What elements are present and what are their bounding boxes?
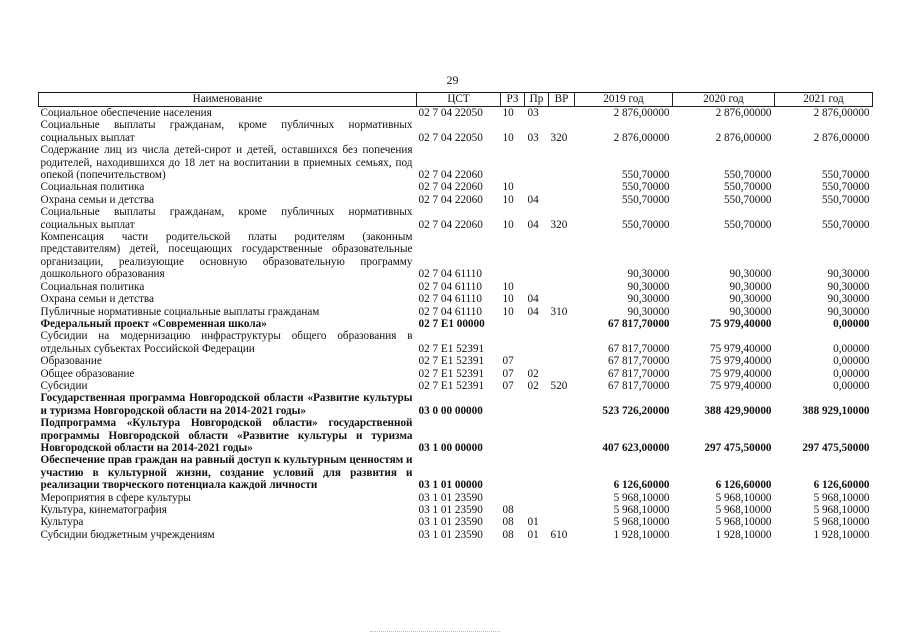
row-cst: 02 7 04 22060 <box>418 218 483 231</box>
row-value-2021: 6 126,60000 <box>813 479 870 492</box>
row-value-2021: 5 968,10000 <box>813 504 870 516</box>
row-value-2019: 550,70000 <box>621 193 670 206</box>
row-value-2019: 5 968,10000 <box>613 491 670 504</box>
row-rz: 10 <box>502 107 514 119</box>
page-number: 29 <box>446 73 459 87</box>
row-value-2021: 0,00000 <box>833 367 870 380</box>
row-pr <box>525 504 549 516</box>
header-cst: ЦСТ <box>417 93 501 107</box>
row-name: Культура <box>40 516 84 529</box>
row-value-2019: 407 623,00000 <box>602 441 670 454</box>
row-pr <box>525 492 549 504</box>
row-vr <box>549 492 575 504</box>
row-name: Социальная политика <box>40 280 145 293</box>
table-row <box>39 368 873 380</box>
row-cst: 02 7 E1 52391 <box>418 367 485 380</box>
row-vr: 310 <box>550 305 568 318</box>
row-name-cell <box>39 380 417 392</box>
header-2020: 2020 год <box>673 93 775 107</box>
row-name-cell <box>39 144 417 181</box>
row-value-2021: 2 876,00000 <box>813 131 870 144</box>
row-rz: 08 <box>502 504 514 516</box>
row-rz <box>501 231 525 281</box>
row-name-cell <box>39 454 417 491</box>
table-row <box>39 355 873 367</box>
row-pr: 02 <box>527 367 539 380</box>
row-value-2019: 550,70000 <box>621 181 670 194</box>
row-rz: 10 <box>502 218 514 231</box>
row-value-2019: 5 968,10000 <box>613 516 670 529</box>
row-vr <box>549 355 575 367</box>
row-cst: 02 7 E1 00000 <box>418 317 485 330</box>
row-name-cell <box>39 330 417 355</box>
table-row <box>39 107 873 120</box>
row-rz <box>501 330 525 355</box>
scan-artifact <box>370 631 500 634</box>
row-cst: 02 7 04 61110 <box>418 305 482 318</box>
row-vr <box>549 107 575 120</box>
table-row <box>39 392 873 417</box>
row-vr: 320 <box>550 131 568 144</box>
row-name: Социальные выплаты гражданам, кроме публичных нормативных социальных выплат <box>40 206 413 231</box>
row-pr: 04 <box>527 193 539 206</box>
row-name: Образование <box>40 355 102 368</box>
row-value-2021: 2 876,00000 <box>813 107 870 119</box>
table-row <box>39 194 873 206</box>
row-cst: 02 7 04 22060 <box>418 193 483 206</box>
row-name-cell <box>39 107 417 120</box>
row-vr <box>549 330 575 355</box>
row-value-2019: 6 126,60000 <box>613 479 670 492</box>
row-cst: 02 7 04 61110 <box>418 268 482 281</box>
row-value-2021: 550,70000 <box>821 181 870 194</box>
row-pr <box>525 231 549 281</box>
row-value-2021: 388 929,10000 <box>802 404 870 417</box>
row-name-cell <box>39 281 417 293</box>
row-name-cell <box>39 181 417 193</box>
row-rz: 08 <box>502 516 514 529</box>
row-value-2020: 550,70000 <box>723 169 772 182</box>
row-value-2021: 90,30000 <box>827 268 870 281</box>
row-cst: 03 1 01 23590 <box>418 491 483 504</box>
row-value-2021: 297 475,50000 <box>802 441 870 454</box>
row-rz: 10 <box>502 131 514 144</box>
row-name-cell <box>39 119 417 144</box>
row-value-2021: 5 968,10000 <box>813 516 870 529</box>
row-name: Публичные нормативные социальные выплаты гражданам <box>40 305 320 318</box>
row-vr <box>549 516 575 528</box>
header-2019: 2019 год <box>575 93 673 107</box>
row-name-cell <box>39 417 417 454</box>
table-row <box>39 454 873 491</box>
row-value-2021: 0,00000 <box>833 342 870 355</box>
row-cst: 02 7 E1 52391 <box>418 355 485 368</box>
row-name-cell <box>39 306 417 318</box>
table-row <box>39 231 873 281</box>
row-value-2020: 388 429,90000 <box>704 404 772 417</box>
row-rz <box>501 144 525 181</box>
row-rz <box>501 318 525 330</box>
row-vr: 610 <box>550 528 568 541</box>
table-row <box>39 318 873 330</box>
table-row <box>39 492 873 504</box>
row-value-2020: 75 979,40000 <box>709 379 772 392</box>
row-value-2021: 90,30000 <box>827 293 870 306</box>
table-header-row <box>39 93 873 107</box>
row-value-2021: 0,00000 <box>833 355 870 368</box>
row-name: Культура, кинематография <box>40 504 167 516</box>
row-name: Социальное обеспечение населения <box>40 107 212 119</box>
row-name: Государственная программа Новгородской области «Развитие культуры и туризма Новгородской области на 2014-2021 годы» <box>40 392 413 417</box>
row-value-2019: 2 876,00000 <box>613 131 670 144</box>
row-pr <box>525 281 549 293</box>
row-value-2021: 1 928,10000 <box>813 528 870 541</box>
table-row <box>39 293 873 305</box>
row-value-2019: 67 817,70000 <box>607 317 670 330</box>
row-cst: 02 7 04 61110 <box>418 280 482 293</box>
row-vr <box>549 368 575 380</box>
row-name: Социальные выплаты гражданам, кроме публичных нормативных социальных выплат <box>40 119 413 144</box>
row-pr: 03 <box>527 131 539 144</box>
row-value-2019: 67 817,70000 <box>607 379 670 392</box>
row-value-2020: 6 126,60000 <box>715 479 772 492</box>
row-pr: 04 <box>527 305 539 318</box>
table-body <box>39 107 873 542</box>
row-value-2020: 90,30000 <box>729 268 772 281</box>
row-value-2019: 523 726,20000 <box>602 404 670 417</box>
row-pr <box>525 417 549 454</box>
row-value-2020: 75 979,40000 <box>709 342 772 355</box>
row-rz <box>501 454 525 491</box>
table-row <box>39 306 873 318</box>
row-name: Подпрограмма «Культура Новгородской области» государственной программы Новгородской области «Развитие культуры и туризма Новгородской области на 2014-2021 годы» <box>40 417 413 454</box>
row-name: Общее образование <box>40 367 135 380</box>
row-vr: 520 <box>550 379 568 392</box>
row-pr <box>525 355 549 367</box>
row-value-2021: 550,70000 <box>821 169 870 182</box>
row-value-2019: 90,30000 <box>627 293 670 306</box>
row-vr <box>549 417 575 454</box>
row-value-2021: 0,00000 <box>833 317 870 330</box>
row-value-2020: 75 979,40000 <box>709 317 772 330</box>
row-pr <box>525 181 549 193</box>
row-cst: 03 1 01 23590 <box>418 516 483 529</box>
row-value-2020: 75 979,40000 <box>709 355 772 368</box>
row-vr <box>549 293 575 305</box>
row-name: Охрана семьи и детства <box>40 193 154 206</box>
row-value-2019: 67 817,70000 <box>607 355 670 368</box>
row-value-2020: 5 968,10000 <box>715 491 772 504</box>
row-value-2020: 550,70000 <box>723 218 772 231</box>
row-pr <box>525 330 549 355</box>
row-value-2021: 550,70000 <box>821 193 870 206</box>
table-row <box>39 206 873 231</box>
row-value-2019: 90,30000 <box>627 305 670 318</box>
row-value-2019: 67 817,70000 <box>607 367 670 380</box>
row-pr: 03 <box>527 107 539 119</box>
row-rz: 10 <box>502 193 514 206</box>
row-cst: 02 7 04 22050 <box>418 131 483 144</box>
row-name-cell <box>39 194 417 206</box>
row-name-cell <box>39 516 417 528</box>
row-vr <box>549 144 575 181</box>
row-name: Содержание лиц из числа детей-сирот и детей, оставшихся без попечения родителей, находившихся до 18 лет на воспитании в приемных семьях, под опекой (попечительством) <box>40 144 413 182</box>
budget-table <box>38 92 873 541</box>
row-name-cell <box>39 392 417 417</box>
row-pr: 01 <box>527 516 539 529</box>
row-name: Субсидии бюджетным учреждениям <box>40 528 215 541</box>
row-name: Федеральный проект «Современная школа» <box>40 317 267 330</box>
row-cst: 02 7 E1 52391 <box>418 379 485 392</box>
table-row <box>39 516 873 528</box>
row-value-2019: 67 817,70000 <box>607 342 670 355</box>
table-row <box>39 504 873 516</box>
row-name-cell <box>39 355 417 367</box>
header-vr: ВР <box>549 93 575 107</box>
row-value-2020: 90,30000 <box>729 280 772 293</box>
table-row <box>39 529 873 541</box>
header-rz: РЗ <box>501 93 525 107</box>
row-rz <box>501 492 525 504</box>
row-pr <box>525 392 549 417</box>
row-pr: 02 <box>527 379 539 392</box>
row-name: Субсидии <box>40 379 88 392</box>
row-value-2019: 550,70000 <box>621 169 670 182</box>
row-value-2020: 1 928,10000 <box>715 528 772 541</box>
row-value-2020: 2 876,00000 <box>715 107 772 119</box>
row-value-2019: 2 876,00000 <box>613 107 670 119</box>
row-value-2021: 90,30000 <box>827 280 870 293</box>
row-cst: 02 7 04 22050 <box>418 107 483 119</box>
row-cst: 03 1 01 23590 <box>418 504 483 516</box>
row-name-cell <box>39 293 417 305</box>
row-name-cell <box>39 318 417 330</box>
row-rz: 07 <box>502 355 514 368</box>
row-value-2019: 90,30000 <box>627 280 670 293</box>
row-pr <box>525 318 549 330</box>
row-rz: 10 <box>502 280 514 293</box>
row-vr <box>549 281 575 293</box>
table-row <box>39 119 873 144</box>
row-value-2020: 550,70000 <box>723 193 772 206</box>
row-vr <box>549 181 575 193</box>
row-vr <box>549 194 575 206</box>
row-value-2020: 90,30000 <box>729 293 772 306</box>
row-vr <box>549 392 575 417</box>
row-vr <box>549 504 575 516</box>
table-row <box>39 417 873 454</box>
header-name: Наименование <box>39 93 417 107</box>
row-value-2020: 5 968,10000 <box>715 516 772 529</box>
row-value-2019: 550,70000 <box>621 218 670 231</box>
row-value-2020: 550,70000 <box>723 181 772 194</box>
row-rz: 07 <box>502 367 514 380</box>
header-2021: 2021 год <box>775 93 873 107</box>
row-value-2019: 5 968,10000 <box>613 504 670 516</box>
row-name: Компенсация части родительской платы родителям (законным представителям) детей, посещающих государственные образовательные организации, реализующие основную образовательную программу дошкольного образования <box>40 231 413 281</box>
row-cst: 02 7 04 61110 <box>418 293 482 306</box>
row-rz: 07 <box>502 379 514 392</box>
row-cst: 02 7 04 22060 <box>418 181 483 194</box>
row-cst: 02 7 E1 52391 <box>418 342 485 355</box>
row-vr <box>549 318 575 330</box>
table-row <box>39 330 873 355</box>
row-value-2020: 75 979,40000 <box>709 367 772 380</box>
row-vr <box>549 454 575 491</box>
row-name: Мероприятия в сфере культуры <box>40 491 191 504</box>
header-pr: Пр <box>525 93 549 107</box>
table-row <box>39 144 873 181</box>
row-value-2020: 90,30000 <box>729 305 772 318</box>
row-pr <box>525 144 549 181</box>
row-value-2021: 0,00000 <box>833 379 870 392</box>
row-name: Социальная политика <box>40 181 145 194</box>
row-pr: 01 <box>527 528 539 541</box>
row-name-cell <box>39 529 417 541</box>
row-value-2021: 90,30000 <box>827 305 870 318</box>
row-vr: 320 <box>550 218 568 231</box>
row-cst: 03 1 01 00000 <box>418 479 483 492</box>
row-pr <box>525 454 549 491</box>
row-name-cell <box>39 231 417 281</box>
row-value-2020: 2 876,00000 <box>715 131 772 144</box>
row-value-2021: 5 968,10000 <box>813 491 870 504</box>
row-pr: 04 <box>527 218 539 231</box>
row-cst: 02 7 04 22060 <box>418 169 483 182</box>
row-name: Обеспечение прав граждан на равный доступ к культурным ценностям и участию в культурной жизни, создание условий для развития и реализации творческого потенциала каждой личности <box>40 454 413 492</box>
row-value-2019: 1 928,10000 <box>613 528 670 541</box>
row-value-2020: 5 968,10000 <box>715 504 772 516</box>
row-rz: 10 <box>502 181 514 194</box>
row-name: Субсидии на модернизацию инфраструктуры общего образования в отдельных субъектах Российской Федерации <box>40 330 413 355</box>
row-vr <box>549 231 575 281</box>
row-rz: 10 <box>502 293 514 306</box>
row-cst: 03 0 00 00000 <box>418 404 483 417</box>
row-name: Охрана семьи и детства <box>40 293 154 306</box>
row-cst: 03 1 00 00000 <box>418 441 483 454</box>
row-cst: 03 1 01 23590 <box>418 528 483 541</box>
row-rz <box>501 392 525 417</box>
row-name-cell <box>39 368 417 380</box>
table-row <box>39 281 873 293</box>
row-rz: 10 <box>502 305 514 318</box>
row-pr: 04 <box>527 293 539 306</box>
table-row <box>39 181 873 193</box>
row-value-2020: 297 475,50000 <box>704 441 772 454</box>
row-rz: 08 <box>502 528 514 541</box>
table-row <box>39 380 873 392</box>
row-name-cell <box>39 492 417 504</box>
row-rz <box>501 417 525 454</box>
row-value-2021: 550,70000 <box>821 218 870 231</box>
row-name-cell <box>39 504 417 516</box>
row-value-2019: 90,30000 <box>627 268 670 281</box>
row-name-cell <box>39 206 417 231</box>
